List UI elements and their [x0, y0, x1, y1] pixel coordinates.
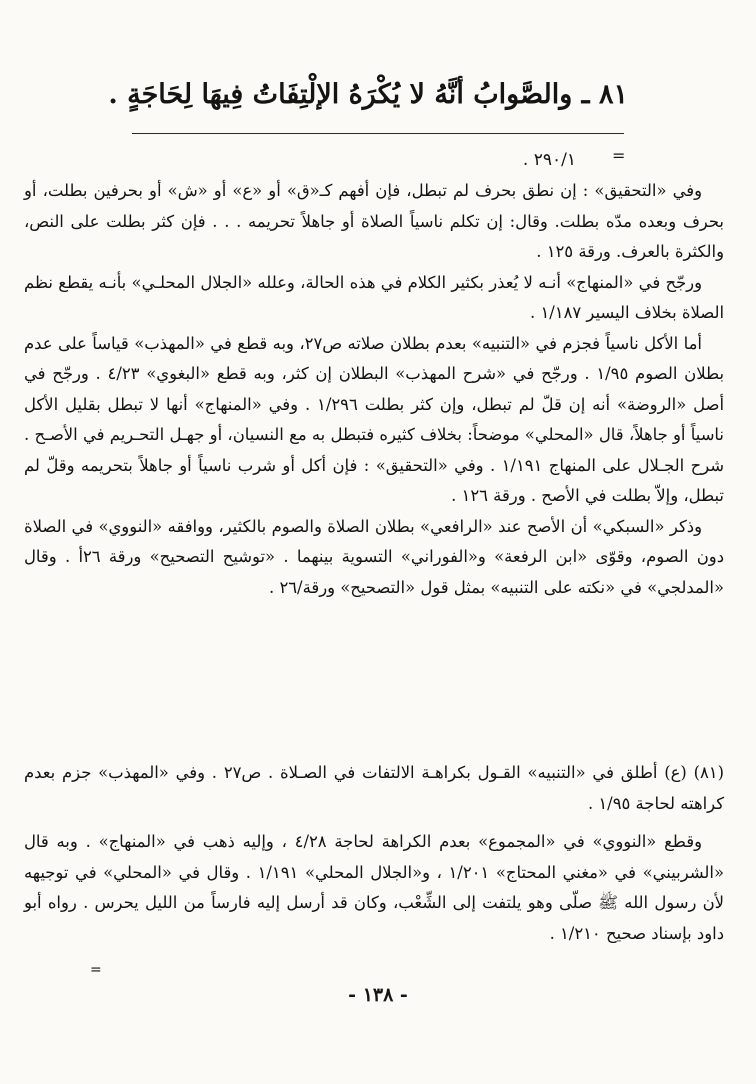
note-paragraph: وقطع «النووي» في «المجموع» بعدم الكراهة لحاجة ٤/٢٨ ، وإليه ذهب في «المنهاج» . وبه قال «الشربيني» في «مغني المحتاج» ١/٢٠١ ، و«الجلال المحلي» ١/١٩١ . وقال في «المحلي» في توجيهه لأن رسول الله ﷺ صلّى وهو يلتفت إلى الشِّعْب، وكان قد أرسل إليه فارساً من الليل يحرس . رواه أبو داود بإسناد صحيح ١/٢١٠ . — [24, 832, 724, 943]
separator-rule — [132, 133, 624, 134]
note-81-block — [24, 758, 724, 949]
footnote-paragraph: وذكر «السبكي» أن الأصح عند «الرافعي» بطلان الصلاة والصوم بالكثير، ووافقه «النووي» في الصلاة دون الصوم، وقوّى «ابن الرفعة» و«الفوراني» التسوية بينهما . «توشيح التصحيح» ورقة ٢٦أ . وقال «المدلجي» في «نكته على التنبيه» بمثل قول «التصحيح» ورقة/٢٦ . — [24, 516, 724, 597]
paragraph-spacer — [24, 819, 724, 827]
stray-mark: = — [90, 962, 102, 978]
note-paragraph: (٨١) (ع) أطلق في «التنبيه» القـول بكراهـة الالتفات في الصـلاة . ص٢٧ . وفي «المهذب» جزم بعدم كراهته لحاجة ١/٩٥ . — [24, 763, 724, 813]
section-heading: ٨١ ـ والصَّوابُ أنَّهُ لا يُكْرَهُ الإلْتِفَاتُ فِيهَا لِحَاجَةٍ . — [108, 79, 628, 110]
footnote-paragraph: أما الأكل ناسياً فجزم في «التنبيه» بعدم بطلان صلاته ص٢٧، وبه قطع في «المهذب» قياساً على عدم بطلان الصوم ١/٩٥ . ورجّح في «شرح المهذب» البطلان إن كثر، وبه قطع «البغوي» ٤/٢٣ . ورجّح في أصل «الروضة» أنه إن قلّ لم تبطل، وإن كثر بطلت ١/٢٩٦ . وفي «المنهاج» أنها لا تبطل بقليل الأكل ناسياً أو جاهلاً، قال «المحلي» موضحاً: بخلاف كثيره فتبطل به مع النسيان، أو جهـل التحـريم في الأصـح . شرح الجـلال على المنهاج ١/١٩١ . وفي «التحقيق» : فإن أكل أو شرب ناسياً أو جاهلاً بتحريمه وقلّ لم تبطل، وإلاّ بطلت في الأصح . ورقة ١٢٦ . — [24, 333, 725, 505]
footnotes-block — [24, 176, 724, 603]
footnote-paragraph: ورجّح في «المنهاج» أنـه لا يُعذر بكثير الكلام في هذه الحالة، وعلله «الجلال المحلـي» بأنـه يقطع نظم الصلاة بخلاف اليسير ١/١٨٧ . — [24, 272, 724, 322]
footnote-paragraph: وفي «التحقيق» : إن نطق بحرف لم تبطل، فإن أفهم كـ«ق» أو «ع» أو «ش» أو بحرفين بطلت، أو بحرف وبعده مدّه بطلت. وقال: إن تكلم ناسياً الصلاة أو جاهلاً تحريمه . . . فإن كثر بطلت على النص، والكثرة بالعرف. ورقة ١٢٥ . — [24, 181, 724, 261]
page-number: - ١٣٨ - — [348, 984, 408, 1006]
continued-reference: ٢٩٠/١ . — [522, 150, 576, 170]
continuation-mark: = — [612, 146, 626, 165]
